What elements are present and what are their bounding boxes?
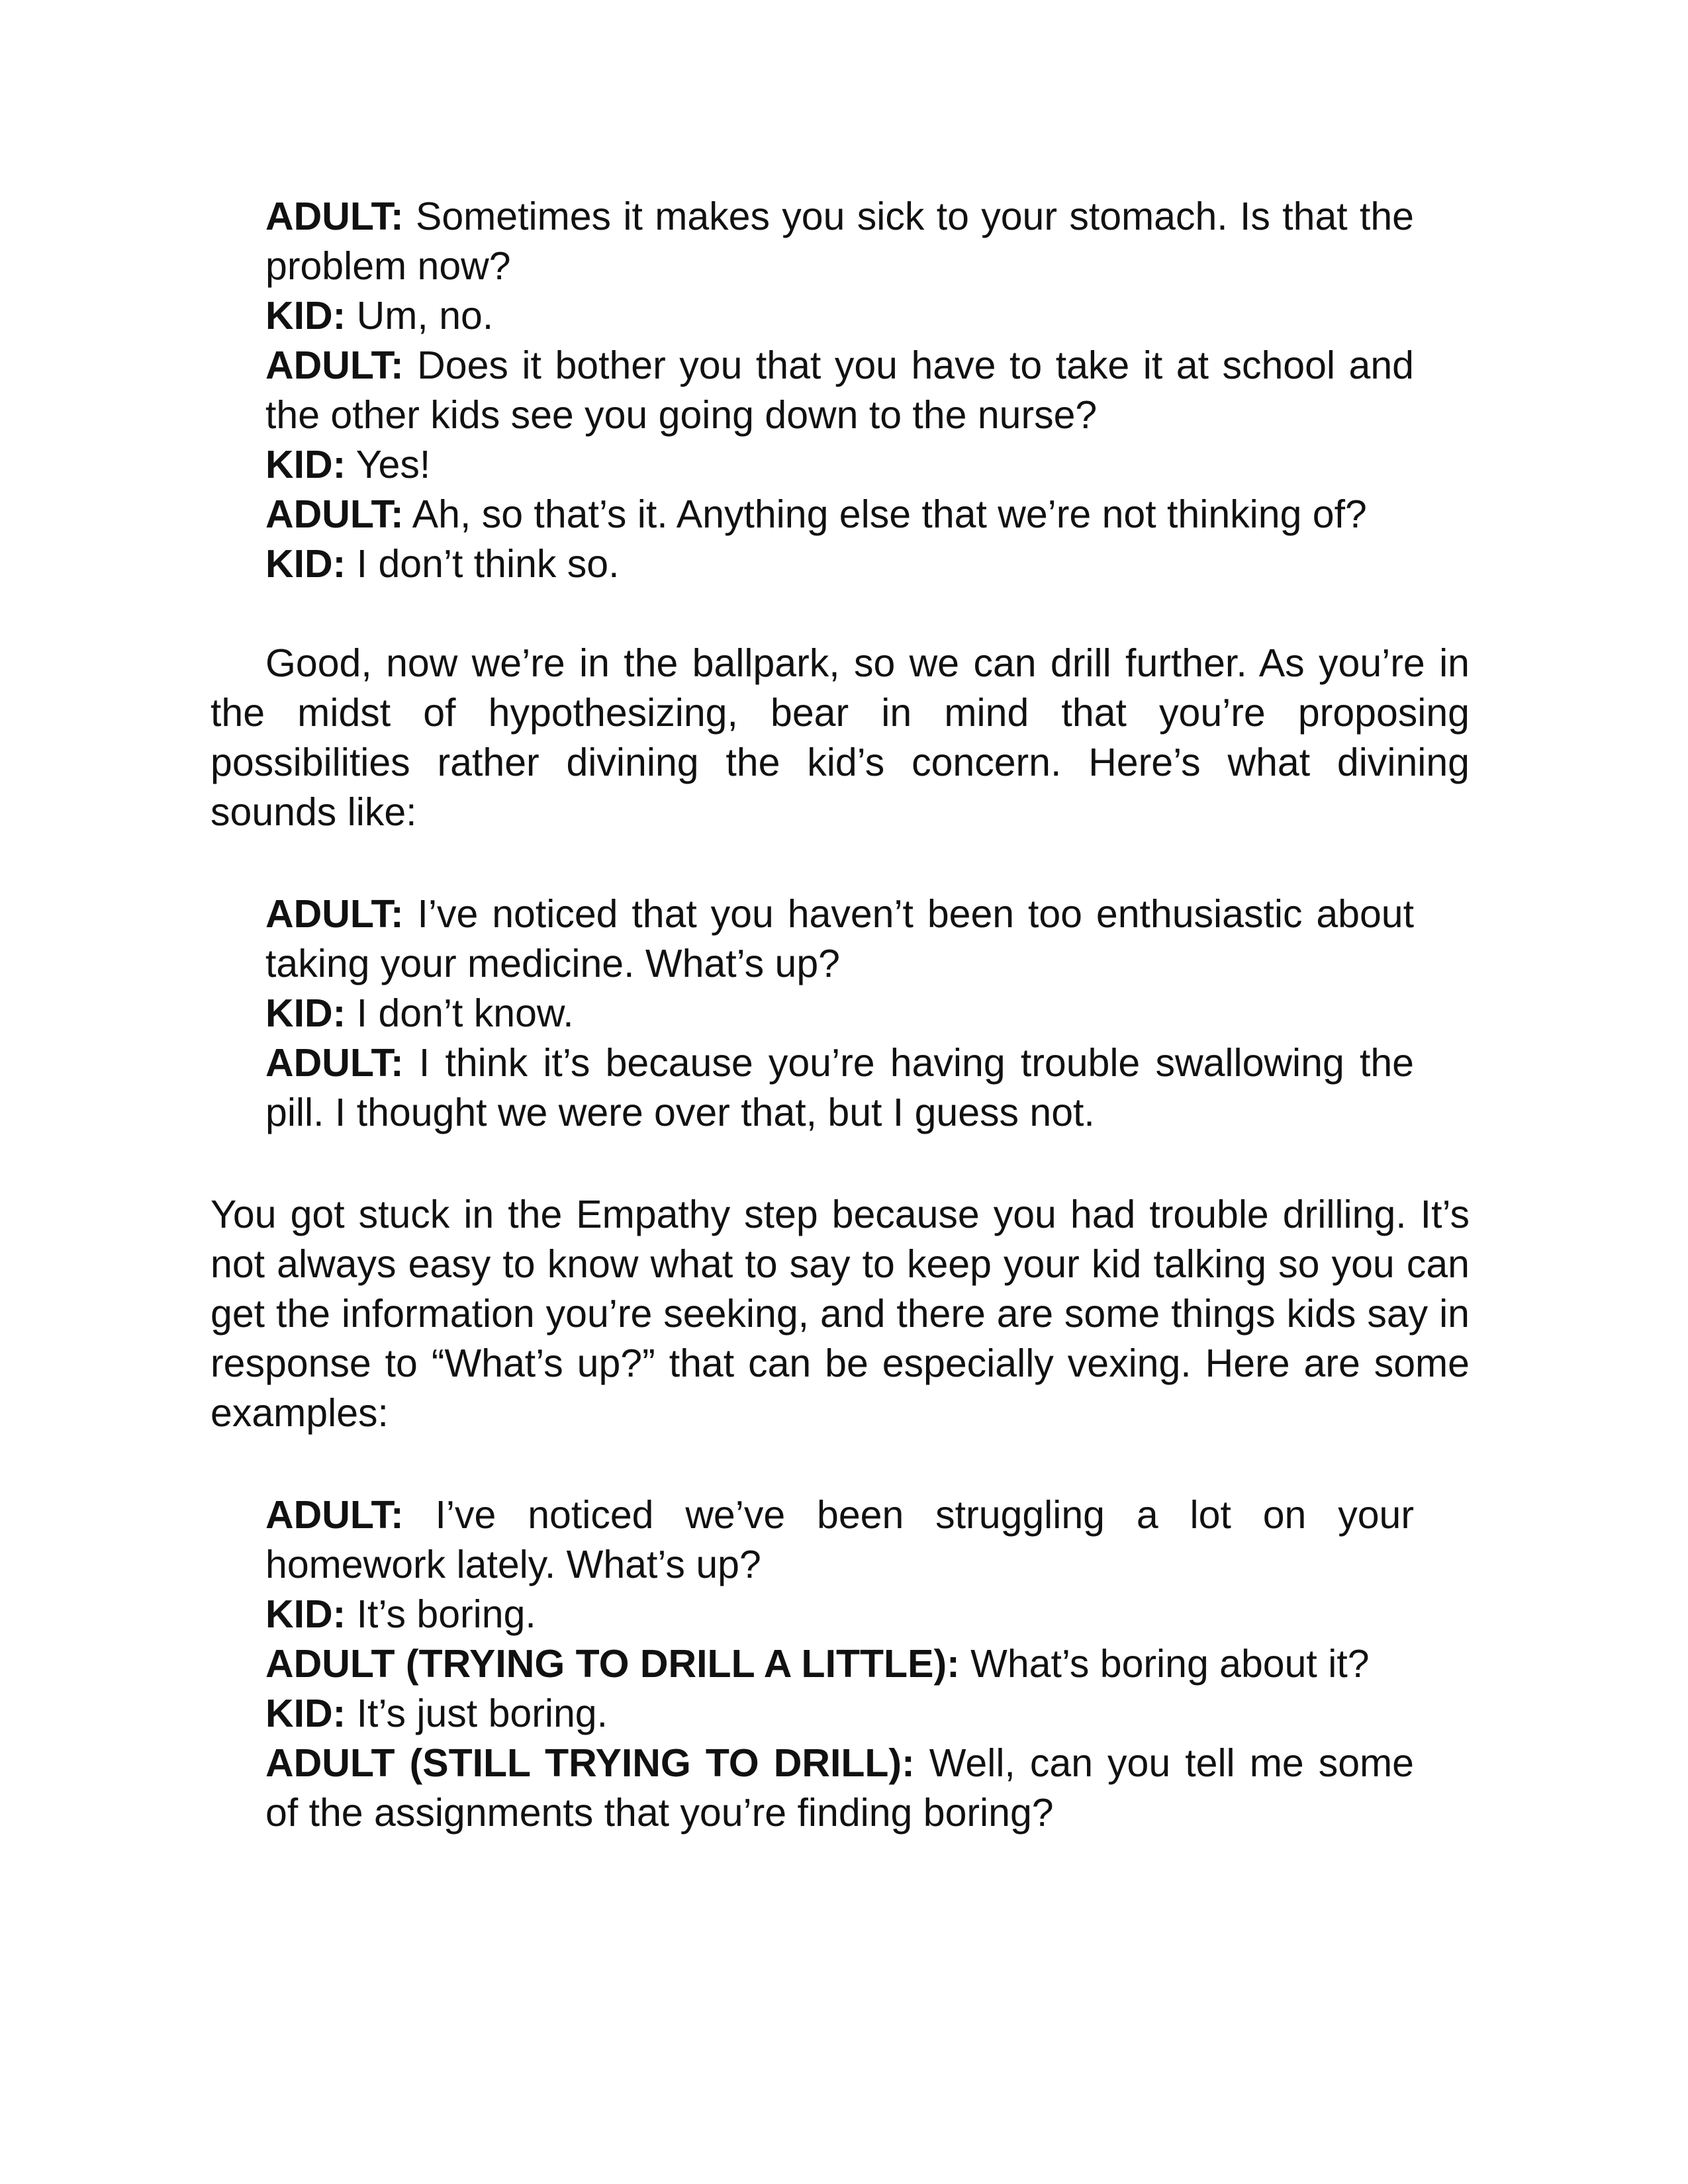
dialogue-line <box>265 291 1414 341</box>
dialogue-line <box>265 539 1414 589</box>
speaker-label: KID: <box>265 542 346 586</box>
dialogue-text: It’s boring. <box>346 1592 536 1636</box>
speaker-label: ADULT: <box>265 1041 404 1085</box>
dialogue-line <box>265 989 1414 1038</box>
speaker-label: ADULT: <box>265 492 404 536</box>
speaker-label: KID: <box>265 294 346 338</box>
dialogue-line <box>265 341 1414 440</box>
dialogue-text: Sometimes it makes you sick to your stomach. Is that the problem now? <box>265 195 1414 288</box>
dialogue-text: It’s just boring. <box>346 1692 608 1735</box>
dialogue-text: What’s boring about it? <box>959 1642 1370 1686</box>
dialogue-block <box>265 1490 1414 1838</box>
speaker-label: ADULT (TRYING TO DRILL A LITTLE): <box>265 1642 960 1686</box>
dialogue-text: I think it’s because you’re having trouble swallowing the pill. I thought we were over that, but I guess not. <box>265 1041 1414 1134</box>
speaker-label: ADULT (STILL TRYING TO DRILL): <box>265 1741 915 1785</box>
dialogue-line <box>265 1590 1414 1639</box>
dialogue-line <box>265 1639 1414 1689</box>
body-paragraph: Good, now we’re in the ballpark, so we can drill further. As you’re in the midst of hypothesizing, bear in mind that you’re proposing possibilities rather divining the kid’s concern. Here’s what divining sounds like: <box>211 641 1470 834</box>
dialogue-text: I’ve noticed that you haven’t been too enthusiastic about taking your medicine. What’s up? <box>265 892 1414 985</box>
dialogue-block <box>265 192 1414 589</box>
speaker-label: KID: <box>265 1692 346 1735</box>
dialogue-text: Does it bother you that you have to take it at school and the other kids see you going down to the nurse? <box>265 343 1414 437</box>
body-paragraph: You got stuck in the Empathy step because you had trouble drilling. It’s not always easy to know what to say to keep your kid talking so you can get the information you’re seeking, and there are some things kids say in response to “What’s up?” that can be especially vexing. Here are some examples: <box>211 1193 1470 1435</box>
dialogue-line <box>265 1689 1414 1739</box>
dialogue-text: Um, no. <box>346 294 494 338</box>
speaker-label: ADULT: <box>265 195 404 238</box>
dialogue-text: Yes! <box>346 443 431 486</box>
speaker-label: KID: <box>265 1592 346 1636</box>
dialogue-text: I’ve noticed we’ve been struggling a lot on your homework lately. What’s up? <box>265 1493 1414 1586</box>
speaker-label: ADULT: <box>265 1493 404 1537</box>
dialogue-text: I don’t think so. <box>346 542 620 586</box>
dialogue-block <box>265 889 1414 1138</box>
speaker-label: KID: <box>265 991 346 1035</box>
dialogue-line <box>265 889 1414 989</box>
dialogue-line <box>265 440 1414 490</box>
speaker-label: KID: <box>265 443 346 486</box>
dialogue-line <box>265 1038 1414 1138</box>
dialogue-line <box>265 1739 1414 1838</box>
speaker-label: ADULT: <box>265 343 404 387</box>
document-page <box>211 192 1470 1838</box>
dialogue-text: Ah, so that’s it. Anything else that we’re not thinking of? <box>403 492 1367 536</box>
dialogue-line <box>265 1490 1414 1590</box>
speaker-label: ADULT: <box>265 892 404 936</box>
dialogue-text: Well, can you tell me some of the assignments that you’re finding boring? <box>265 1741 1414 1835</box>
dialogue-line <box>265 490 1414 539</box>
dialogue-text: I don’t know. <box>346 991 574 1035</box>
dialogue-line <box>265 192 1414 291</box>
